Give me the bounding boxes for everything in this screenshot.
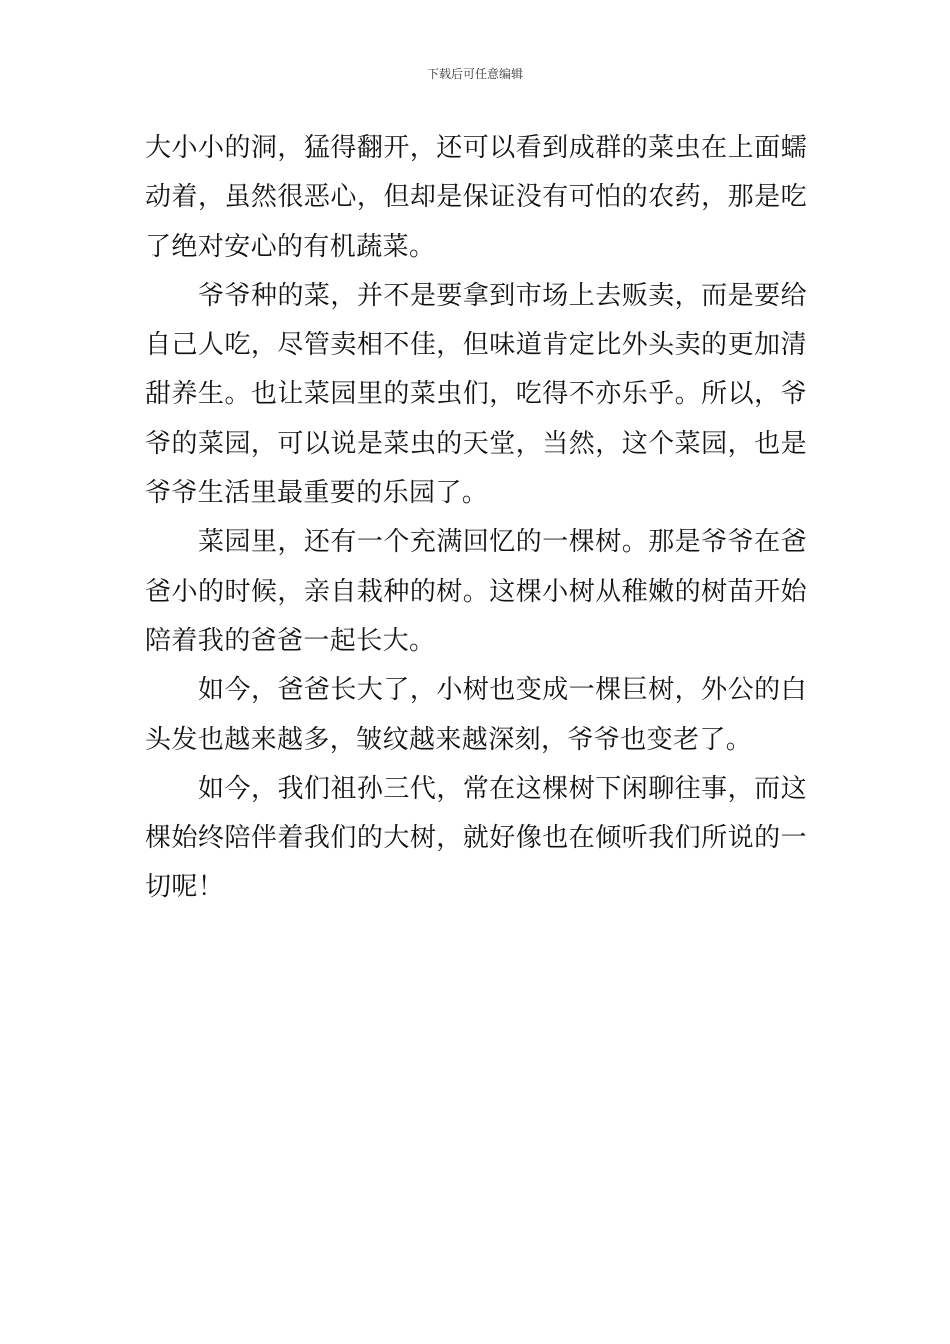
paragraph: 如今，爸爸长大了，小树也变成一棵巨树，外公的白头发也越来越多，皱纹越来越深刻，爷爷也变老了。	[145, 675, 807, 755]
header-note: 下载后可任意编辑	[426, 67, 523, 81]
paragraph: 爷爷种的菜，并不是要拿到市场上去贩卖，而是要给自己人吃，尽管卖相不佳，但味道肯定比外头卖的更加清甜养生。也让菜园里的菜虫们，吃得不亦乐乎。所以，爷爷的菜园，可以说是菜虫的天堂，当然，这个菜园，也是爷爷生活里最重要的乐园了。	[145, 280, 807, 509]
document-body	[145, 124, 807, 913]
paragraph: 如今，我们祖孙三代，常在这棵树下闲聊往事，而这棵始终陪伴着我们的大树，就好像也在倾听我们所说的一切呢！	[145, 773, 807, 903]
paragraph-continued: 大小小的洞，猛得翻开，还可以看到成群的菜虫在上面蠕动着，虽然很恶心，但却是保证没有可怕的农药，那是吃了绝对安心的有机蔬菜。	[145, 133, 807, 262]
paragraph: 菜园里，还有一个充满回忆的一棵树。那是爷爷在爸爸小的时候，亲自栽种的树。这棵小树从稚嫩的树苗开始陪着我的爸爸一起长大。	[145, 527, 807, 656]
